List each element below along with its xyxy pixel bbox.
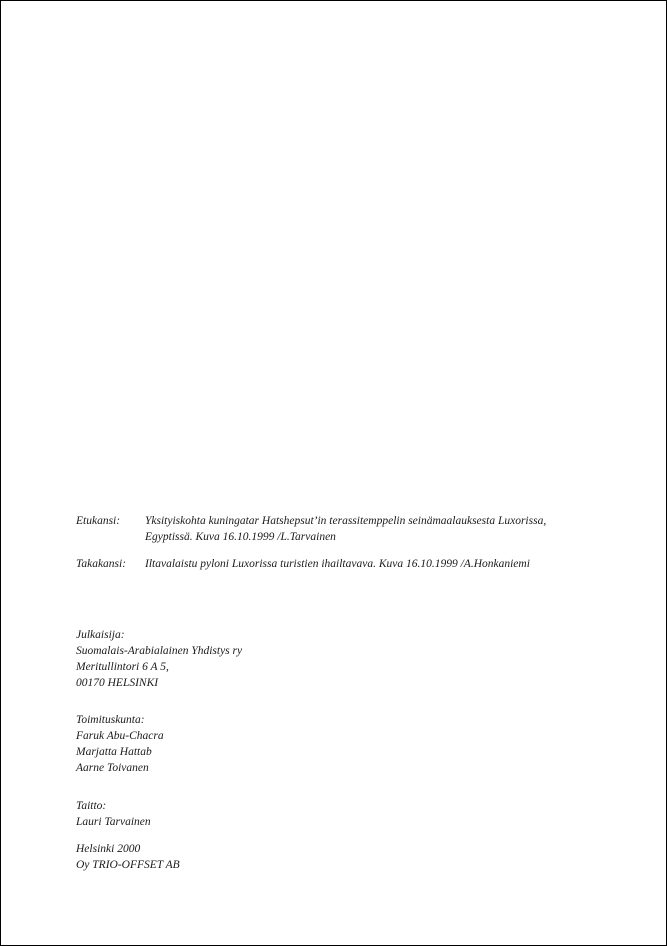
imprint-place-year: Helsinki 2000 (76, 843, 141, 855)
editor-name: Aarne Toivanen (76, 762, 149, 774)
front-cover-label: Etukansi: (76, 515, 121, 527)
editor-name: Faruk Abu-Chacra (76, 730, 164, 742)
layout-credit-name: Lauri Tarvainen (76, 816, 151, 828)
publisher-name: Suomalais-Arabialainen Yhdistys ry (76, 645, 243, 657)
publisher-postal: 00170 HELSINKI (76, 677, 159, 689)
front-cover-caption (145, 513, 546, 545)
imprint-printer: Oy TRIO-OFFSET AB (76, 859, 180, 871)
layout-credit-heading: Taitto: (76, 800, 107, 812)
publisher-block (76, 627, 242, 691)
back-cover-caption (145, 556, 530, 572)
front-cover-caption-line: Egyptissä. Kuva 16.10.1999 /L.Tarvainen (145, 531, 336, 543)
editor-name: Marjatta Hattab (76, 746, 152, 758)
layout-credit-block (76, 798, 151, 830)
publisher-address: Meritullintori 6 A 5, (76, 661, 169, 673)
publisher-heading: Julkaisija: (76, 629, 125, 641)
back-cover-caption-line: Iltavalaistu pyloni Luxorissa turistien ihailtavava. Kuva 16.10.1999 /A.Honkaniemi (145, 558, 530, 570)
front-cover-caption-line: Yksityiskohta kuningatar Hatshepsut’in terassitemppelin seinämaalauksesta Luxorissa, (145, 515, 547, 527)
back-cover-label: Takakansi: (76, 558, 127, 570)
imprint-block (76, 841, 180, 873)
editorial-heading: Toimituskunta: (76, 714, 145, 726)
editorial-block (76, 712, 164, 776)
